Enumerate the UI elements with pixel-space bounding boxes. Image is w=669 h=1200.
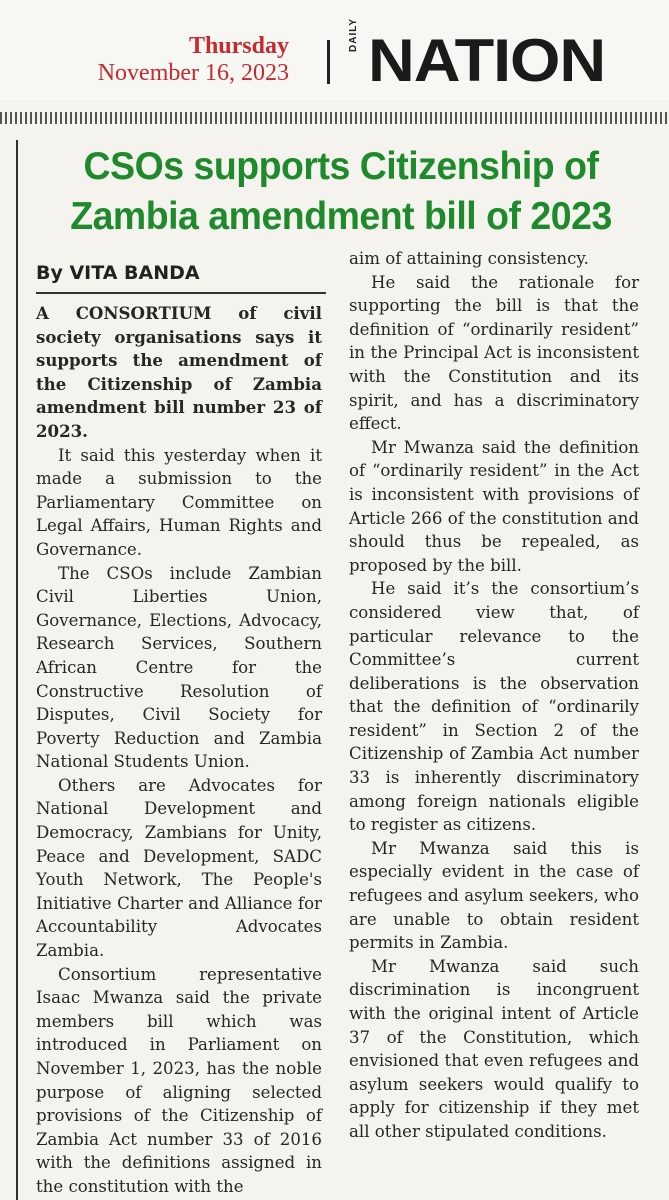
paragraph: It said this yesterday when it made a submission to the Parliamentary Committee on Legal Affairs, Human Rights and Governance.	[36, 445, 322, 559]
paragraph: The CSOs include Zambian Civil Liberties Union, Governance, Elections, Advocacy, Research Services, Southern African Centre for the Constructive Resolution of Disputes, Civil Society for Poverty Reduction and Zambia National Students Union.	[36, 563, 322, 772]
article-byline: By VITA BANDA	[36, 262, 200, 284]
paragraph: He said the rationale for supporting the bill is that the definition of “ordinarily resident” in the Principal Act is inconsistent with the Constitution and its spirit, and has a discriminatory effect.	[349, 272, 639, 434]
paragraph: Mr Mwanza said this is especially evident in the case of refugees and asylum seekers, who are unable to obtain resident permits in Zambia.	[349, 838, 639, 953]
paragraph: He said it’s the consortium’s considered view that, of particular relevance to the Committee’s current deliberations is the observation that the definition of “ordinarily resident” in Section 2 of the Citizenship of Zambia Act number 33 is inherently discriminatory among foreign nationals eligible to register as citizens.	[349, 579, 639, 835]
edition-date	[98, 33, 289, 87]
article-column-right	[349, 247, 639, 1144]
barcode-strip	[0, 112, 669, 124]
column-rule	[16, 140, 18, 1200]
masthead-divider	[327, 40, 330, 84]
paragraph: A CONSORTIUM of civil society organisations says it supports the amendment of the Citizenship of Zambia amendment bill number 23 of 2023.	[36, 303, 322, 441]
paragraph: Consortium representative Isaac Mwanza said the private members bill which was introduced in Parliament on November 1, 2023, has the noble purpose of aligning selected provisions of the Citizenship of Zambia Act number 33 of 2016 with the definitions assigned in the constitution with the	[36, 964, 322, 1196]
byline-rule	[36, 292, 326, 294]
article-column-left	[36, 302, 322, 1199]
paragraph: aim of attaining consistency.	[349, 249, 589, 268]
edition-day: Thursday	[188, 33, 289, 59]
edition-date-text: November 16, 2023	[97, 60, 289, 86]
paper-name: NATION	[368, 27, 606, 94]
paragraph: Others are Advocates for National Development and Democracy, Zambians for Unity, Peace and Development, SADC Youth Network, The People's Initiative Charter and Alliance for Accountability Advocates Zambia.	[36, 775, 322, 961]
masthead	[0, 0, 669, 100]
article-headline: CSOs supports Citizenship of Zambia amendment bill of 2023	[70, 145, 612, 238]
paragraph: Mr Mwanza said the definition of “ordinarily resident” in the Act is inconsistent with provisions of Article 266 of the constitution and should thus be repealed, as proposed by the bill.	[349, 437, 639, 575]
paragraph: Mr Mwanza said such discrimination is incongruent with the original intent of Article 37 of the Constitution, which envisioned that even refugees and asylum seekers would qualify to apply for citizenship if they met all other stipulated conditions.	[349, 956, 639, 1141]
daily-label: DAILY	[348, 17, 359, 52]
